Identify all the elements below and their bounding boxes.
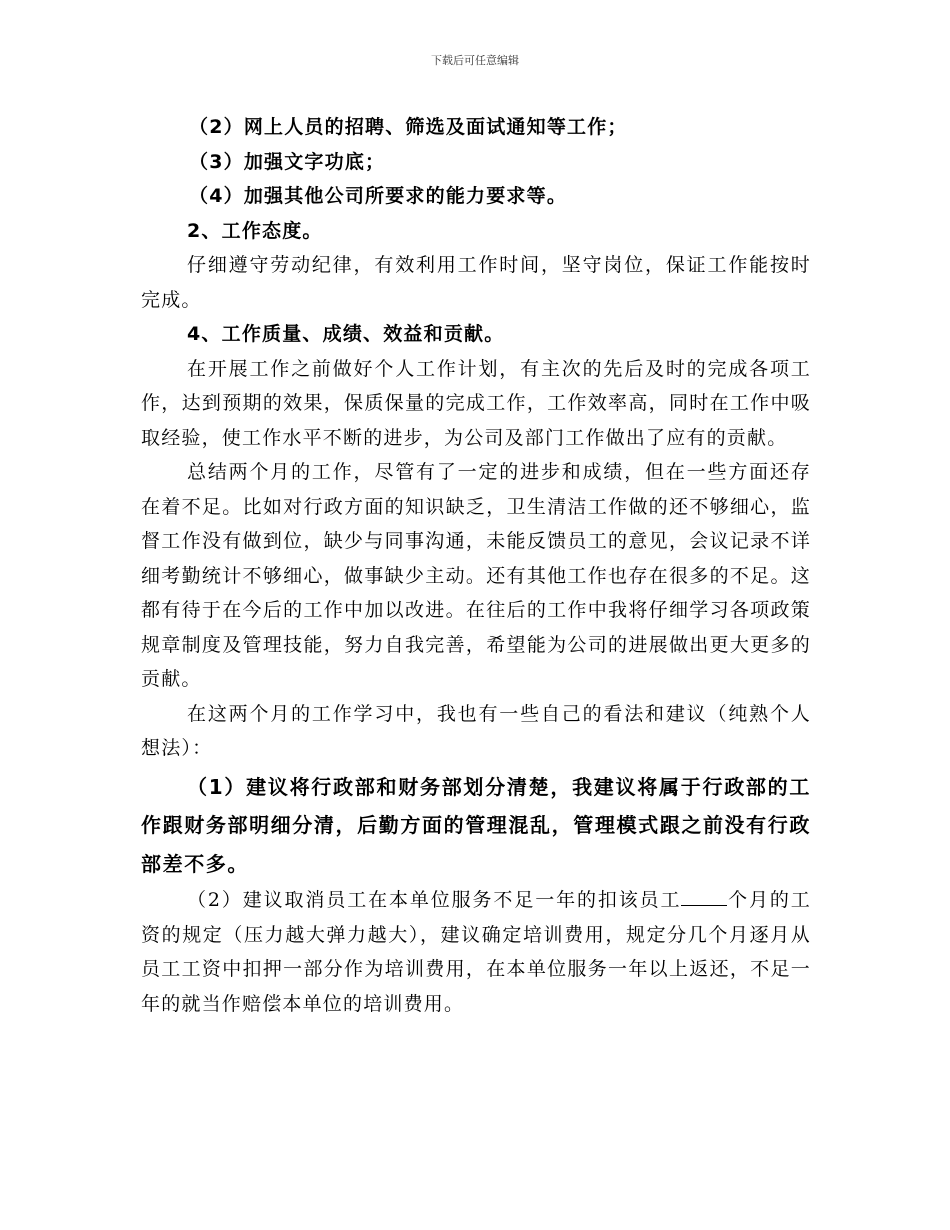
item-4-abilities: （4）加强其他公司所要求的能力要求等。 bbox=[189, 185, 568, 207]
document-body bbox=[141, 110, 811, 1021]
paragraph-suggestions-intro: 在这两个月的工作学习中，我也有一些自己的看法和建议（纯熟个人想法）： bbox=[141, 702, 811, 759]
suggestion-2-text-before: （2）建议取消员工在本单位服务不足一年的扣该员工 bbox=[187, 889, 682, 911]
paragraph-summary: 总结两个月的工作，尽管有了一定的进步和成绩，但在一些方面还存在着不足。比如对行政方面的知识缺乏，卫生清洁工作做的还不够细心，监督工作没有做到位，缺少与同事沟通，未能反馈员工的意见，会议记录不详细考勤统计不够细心，做事缺少主动。还有其他工作也存在很多的不足。这都有待于在今后的工作中加以改进。在往后的工作中我将仔细学习各项政策规章制度及管理技能，努力自我完善，希望能为公司的进展做出更大更多的贡献。 bbox=[141, 461, 811, 690]
page-header: 下载后可任意编辑 bbox=[431, 54, 519, 67]
suggestion-1: （1）建议将行政部和财务部划分清楚，我建议将属于行政部的工作跟财务部明细分清，后勤方面的管理混乱，管理模式跟之前没有行政部差不多。 bbox=[141, 774, 811, 876]
item-2-recruitment: （2）网上人员的招聘、筛选及面试通知等工作； bbox=[189, 116, 628, 138]
section-work-attitude: 2、工作态度。 bbox=[187, 219, 323, 242]
suggestion-2-text-after: 个月的工资的规定（压力越大弹力越大），建议确定培训费用，规定分几个月逐月从员工工资中扣押一部分作为培训费用，在本单位服务一年以上返还，不足一年的就当作赔偿本单位的培训费用。 bbox=[141, 889, 811, 1015]
fill-in-blank bbox=[681, 889, 727, 906]
paragraph-quality: 在开展工作之前做好个人工作计划，有主次的先后及时的完成各项工作，达到预期的效果，保质保量的完成工作，工作效率高，同时在工作中吸取经验，使工作水平不断的进步，为公司及部门工作做出了应有的贡献。 bbox=[141, 357, 811, 449]
paragraph-attitude: 仔细遵守劳动纪律，有效利用工作时间，坚守岗位，保证工作能按时完成。 bbox=[141, 254, 811, 311]
suggestion-2 bbox=[141, 883, 811, 1021]
section-work-quality: 4、工作质量、成绩、效益和贡献。 bbox=[187, 323, 505, 345]
item-3-writing: （3）加强文字功底； bbox=[189, 150, 386, 173]
